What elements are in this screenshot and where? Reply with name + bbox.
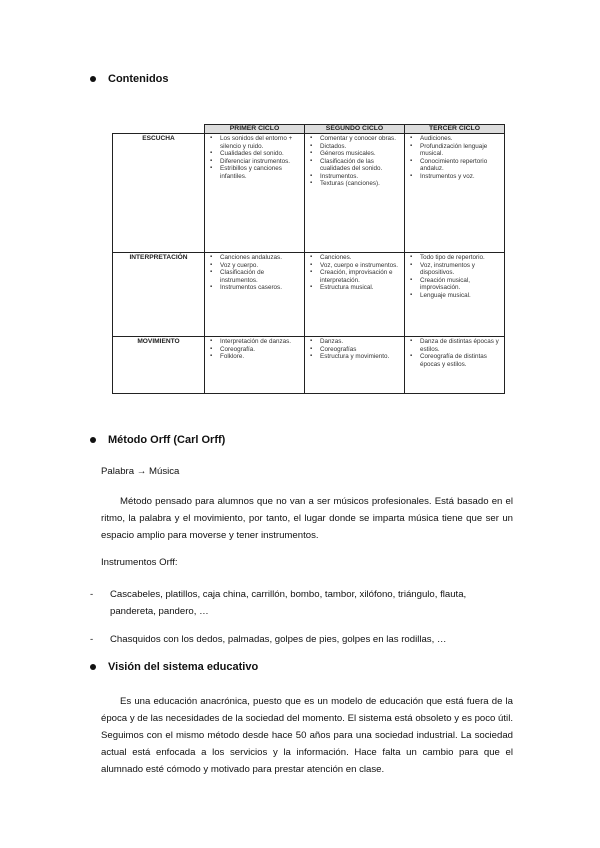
cell-list-item: ▪ Géneros musicales. (316, 150, 401, 158)
cell-list-item: ▪ Voz, instrumentos y dispositivos. (416, 262, 501, 277)
cell-list-item: ▪ Canciones andaluzas. (216, 254, 301, 262)
cell-list-item: ▪ Texturas (canciones). (316, 180, 401, 188)
paragraph-orff: Método pensado para alumnos que no van a ser músicos profesionales. Está basado en el ritmo, la palabra y el movimiento, por tanto, el lugar donde se imparta música tiene que ser un espacio amplio para moverse y tener instrumentos. (101, 496, 513, 541)
table-cell (405, 134, 505, 253)
cell-list-item: ▪ Estribillos y canciones infantiles. (216, 165, 301, 180)
table-cell (305, 134, 405, 253)
cell-list (208, 254, 301, 292)
cell-list-item: ▪ Clasificación de instrumentos. (216, 269, 301, 284)
cell-list-item: ▪ Instrumentos caseros. (216, 284, 301, 292)
table-row (113, 337, 505, 394)
table-cell (205, 337, 305, 394)
list-item (90, 586, 510, 620)
cell-list-item: ▪ Canciones. (316, 254, 401, 262)
dash-marker: - (90, 589, 94, 600)
instruments-label: Instrumentos Orff: (101, 557, 178, 568)
cell-list-item: ▪ Profundización lenguaje musical. (416, 143, 501, 158)
cell-list-item: ▪ Conocimiento repertorio andaluz. (416, 158, 501, 173)
subtitle-palabra-musica: Palabra → Música (101, 466, 180, 477)
row-label: ESCUCHA (113, 134, 205, 253)
list-item-text: Cascabeles, platillos, caja china, carrillón, bombo, tambor, xilófono, triángulo, flauta, pandereta, pandero, … (110, 589, 467, 617)
table-row (113, 134, 505, 253)
cell-list-item: ▪ Comentar y conocer obras. (316, 135, 401, 143)
bullet-icon (90, 437, 96, 443)
cell-list (308, 135, 401, 188)
paragraph-vision: Es una educación anacrónica, puesto que es un modelo de educación que está fuera de la época y de las necesidades de la sociedad del momento. El sistema está obsoleto y es poco útil. Seguimos con el mismo método desde hace 50 años para una sociedad industrial. La sociedad actual está enfocada a los servicios y la información. Hace falta un cambio para que el alumnado esté cómodo y motivado para prestar atención en clase. (101, 696, 513, 775)
list-item (90, 631, 510, 648)
cell-list-item: ▪ Audiciones. (416, 135, 501, 143)
table-cell (305, 253, 405, 337)
heading-contenidos (90, 73, 169, 85)
cell-list-item: ▪ Creación, improvisación e interpretación. (316, 269, 401, 284)
heading-vision (90, 661, 258, 673)
cell-list-item: ▪ Creación musical, improvisación. (416, 277, 501, 292)
cell-list (408, 135, 501, 180)
table-cell (305, 337, 405, 394)
heading-text: Contenidos (108, 73, 169, 85)
cell-list-item: ▪ Estructura musical. (316, 284, 401, 292)
table-cell (405, 253, 505, 337)
cell-list-item: ▪ Instrumentos y voz. (416, 173, 501, 181)
cell-list-item: ▪ Lenguaje musical. (416, 292, 501, 300)
table-cell (205, 134, 305, 253)
table-header: PRIMER CICLO (205, 125, 305, 134)
table-header: SEGUNDO CICLO (305, 125, 405, 134)
cell-list-item: ▪ Voz y cuerpo. (216, 262, 301, 270)
cell-list-item: ▪ Coreografías (316, 346, 401, 354)
cell-list-item: ▪ Coreografía. (216, 346, 301, 354)
cell-list-item: ▪ Estructura y movimiento. (316, 353, 401, 361)
cell-list-item: ▪ Cualidades del sonido. (216, 150, 301, 158)
heading-metodo-orff (90, 434, 225, 446)
cell-list-item: ▪ Coreografía de distintas épocas y estilos. (416, 353, 501, 368)
cell-list-item: ▪ Interpretación de danzas. (216, 338, 301, 346)
table-cell (405, 337, 505, 394)
cell-list-item: ▪ Danzas. (316, 338, 401, 346)
table-header: TERCER CICLO (405, 125, 505, 134)
row-label: INTERPRETACIÓN (113, 253, 205, 337)
cell-list-item: ▪ Folklore. (216, 353, 301, 361)
cell-list-item: ▪ Clasificación de las cualidades del sonido. (316, 158, 401, 173)
cell-list-item: ▪ Danza de distintas épocas y estilos. (416, 338, 501, 353)
cell-list (208, 338, 301, 361)
cell-list (308, 254, 401, 292)
cell-list-item: ▪ Todo tipo de repertorio. (416, 254, 501, 262)
cell-list (408, 338, 501, 368)
table-corner (113, 125, 205, 134)
content-table (112, 124, 504, 394)
cell-list-item: ▪ Instrumentos. (316, 173, 401, 181)
cell-list (308, 338, 401, 361)
dash-marker: - (90, 634, 94, 645)
row-label: MOVIMIENTO (113, 337, 205, 394)
table-row (113, 253, 505, 337)
table-cell (205, 253, 305, 337)
cell-list-item: ▪ Dictados. (316, 143, 401, 151)
cell-list (208, 135, 301, 180)
bullet-icon (90, 664, 96, 670)
cell-list-item: ▪ Diferenciar instrumentos. (216, 158, 301, 166)
cell-list-item: ▪ Voz, cuerpo e instrumentos. (316, 262, 401, 270)
cell-list-item: ▪ Los sonidos del entorno + silencio y ruido. (216, 135, 301, 150)
cell-list (408, 254, 501, 299)
list-item-text: Chasquidos con los dedos, palmadas, golpes de pies, golpes en las rodillas, … (110, 634, 447, 645)
bullet-icon (90, 76, 96, 82)
heading-text: Método Orff (Carl Orff) (108, 434, 226, 446)
heading-text: Visión del sistema educativo (108, 661, 259, 673)
